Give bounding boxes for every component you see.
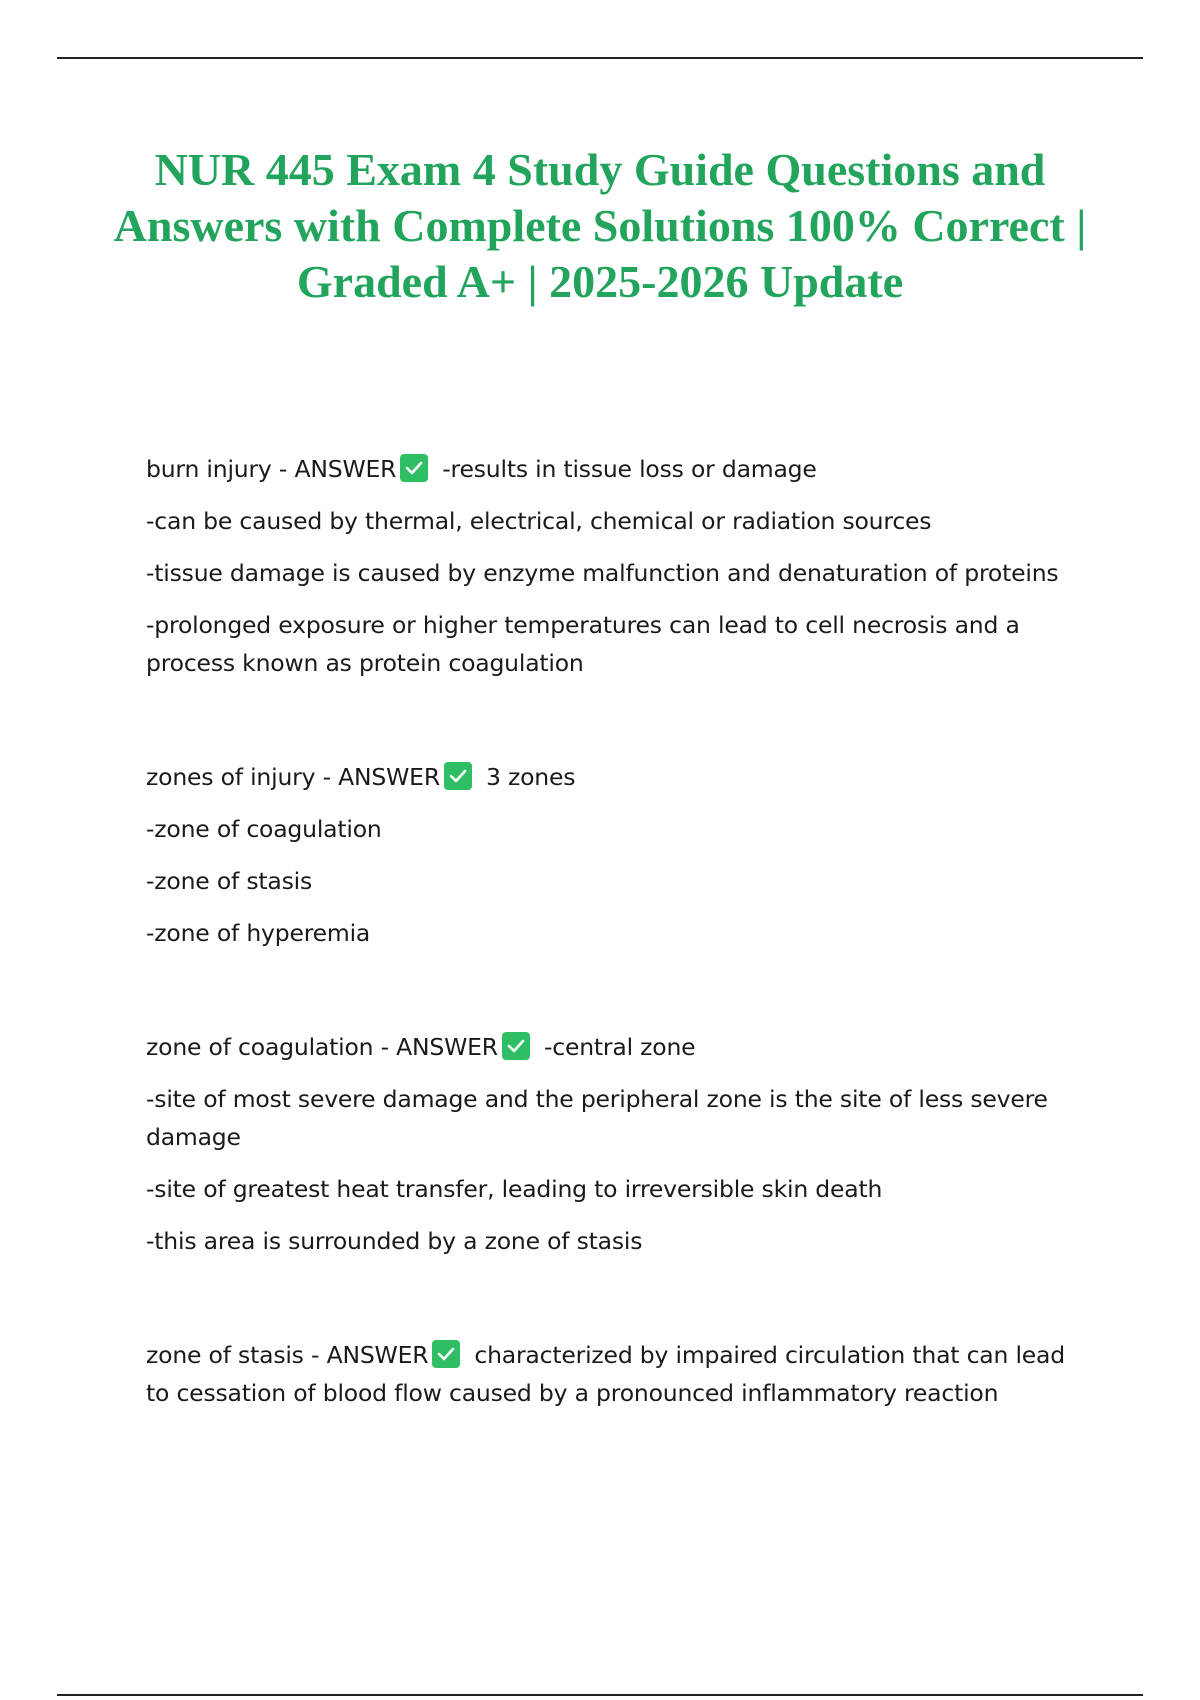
check-icon [432, 1340, 460, 1368]
check-icon [502, 1032, 530, 1060]
qa-item-zone-of-coagulation: zone of coagulation - ANSWER -central zone -site of most severe damage and the peripheral zone is the site of less severe damage -site of greatest heat transfer, leading to irreversible skin death -this area is surrounded by a zone of stasis [146, 1028, 1086, 1260]
document-title: NUR 445 Exam 4 Study Guide Questions and Answers with Complete Solutions 100% Correct | Graded A+ | 2025-2026 Update [113, 144, 1087, 307]
qa-item-burn-injury: burn injury - ANSWER -results in tissue loss or damage -can be caused by thermal, electrical, chemical or radiation sources -tissue damage is caused by enzyme malfunction and denaturation of proteins -prolonged exposure or higher temperatures can lead to cell necrosis and a process known as protein coagulation [146, 450, 1086, 682]
qa-term: burn injury [146, 455, 272, 483]
answer-marker: ANSWER [338, 763, 440, 791]
top-rule [57, 57, 1143, 59]
check-icon [400, 454, 428, 482]
qa-list [146, 450, 1086, 1488]
qa-answer-first-line: -central zone [543, 1033, 696, 1061]
check-icon [444, 762, 472, 790]
qa-answer-line: -can be caused by thermal, electrical, chemical or radiation sources [146, 507, 932, 535]
qa-answer-line: -site of greatest heat transfer, leading to irreversible skin death [146, 1175, 883, 1203]
qa-term: zones of injury [146, 763, 316, 791]
qa-term: zone of stasis [146, 1341, 304, 1369]
answer-marker: ANSWER [396, 1033, 498, 1061]
qa-answer-line: -this area is surrounded by a zone of stasis [146, 1227, 643, 1255]
answer-marker: ANSWER [326, 1341, 429, 1369]
qa-answer-line: -prolonged exposure or higher temperatures can lead to cell necrosis and a process known as protein coagulation [146, 611, 1020, 677]
qa-answer-line: -zone of hyperemia [146, 919, 371, 947]
qa-item-zones-of-injury: zones of injury - ANSWER 3 zones -zone of coagulation -zone of stasis -zone of hyperemia [146, 758, 1086, 952]
qa-answer-first-line: -results in tissue loss or damage [442, 455, 817, 483]
qa-term: zone of coagulation [146, 1033, 374, 1061]
bottom-rule [57, 1694, 1143, 1696]
qa-answer-line: -zone of coagulation [146, 815, 382, 843]
qa-answer-first-line: 3 zones [485, 763, 576, 791]
qa-item-zone-of-stasis: zone of stasis - ANSWER characterized by impaired circulation that can lead to cessation of blood flow caused by a pronounced inflammatory reaction [146, 1341, 1065, 1407]
qa-answer-line: -zone of stasis [146, 867, 313, 895]
answer-marker: ANSWER [294, 455, 397, 483]
qa-answer-line: -tissue damage is caused by enzyme malfunction and denaturation of proteins [146, 559, 1059, 587]
qa-answer-first-line: characterized by impaired circulation that can lead to cessation of blood flow caused by a pronounced inflammatory reaction [146, 1341, 1065, 1407]
qa-answer-line: -site of most severe damage and the peripheral zone is the site of less severe damage [146, 1085, 1048, 1151]
